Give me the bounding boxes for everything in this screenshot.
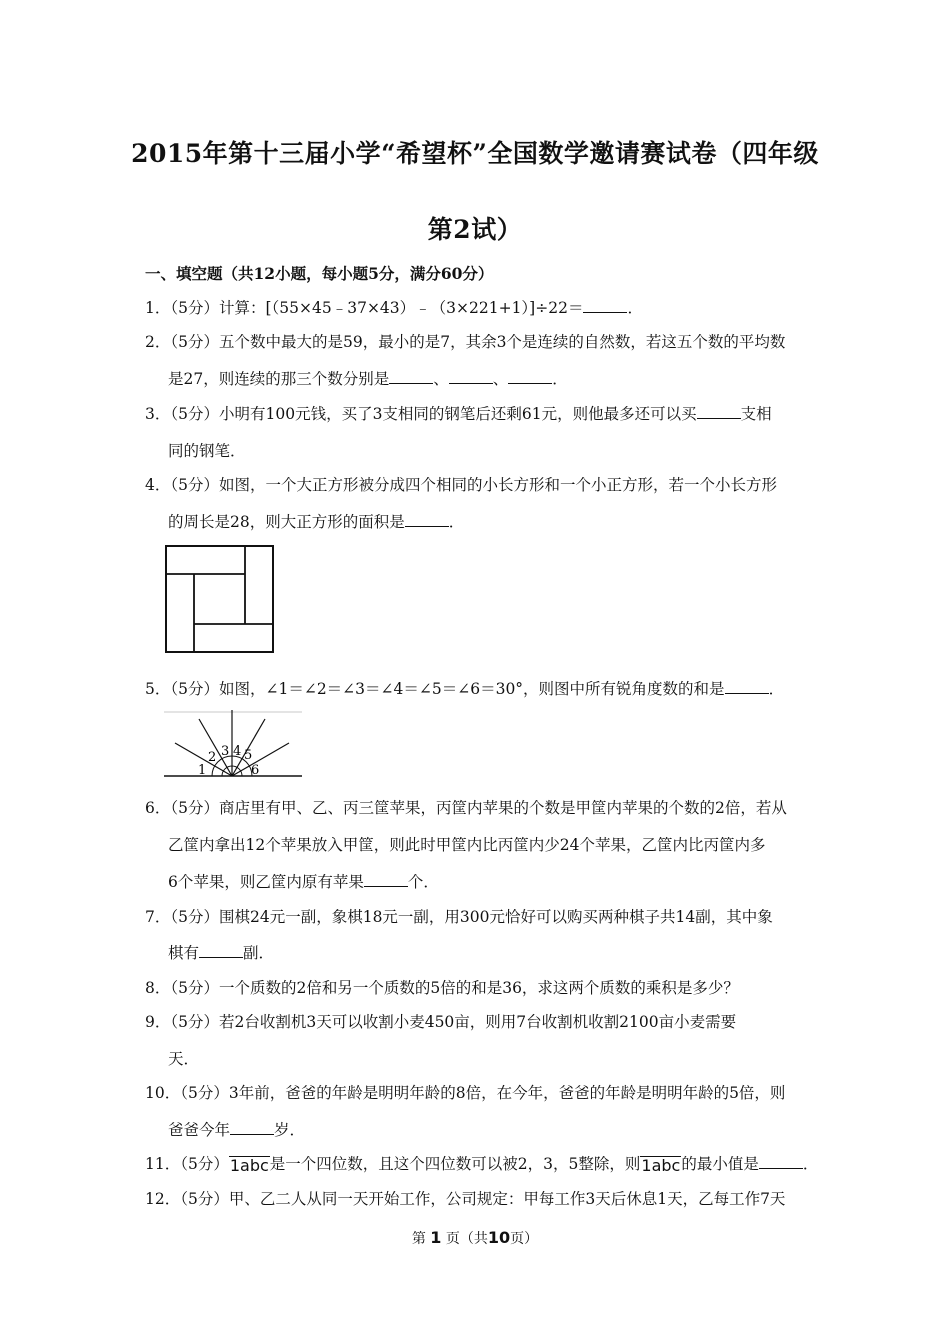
answer-blank: [759, 1153, 803, 1169]
angle-label-2: 2: [208, 750, 217, 765]
question-4-line2: 的周长是28，则大正方形的面积是 ．: [168, 513, 465, 531]
answer-blank: [449, 368, 493, 384]
answer-blank: [199, 942, 243, 958]
square-division-figure: [164, 544, 276, 654]
question-number: 8．: [145, 979, 171, 997]
question-12: 12．（5分）甲、乙二人从同一天开始工作，公司规定：甲每工作3天后休息1天，乙每工作7天: [145, 1190, 786, 1208]
angle-label-1: 1: [198, 763, 207, 778]
question-10-line2: 爸爸今年 岁．: [168, 1121, 306, 1139]
answer-blank: [583, 297, 627, 313]
total-page-count: 10: [487, 1228, 511, 1247]
question-7-line2: 棋有 副．: [168, 944, 275, 962]
current-page-number: 1: [430, 1228, 442, 1247]
question-number: 11．: [145, 1155, 181, 1173]
overlined-number: 1abc: [641, 1156, 681, 1175]
question-number: 12．: [145, 1190, 181, 1208]
angles-figure: [164, 710, 304, 780]
question-number: 1．: [145, 299, 171, 317]
question-10: 10．（5分）3年前，爸爸的年龄是明明年龄的8倍，在今年，爸爸的年龄是明明年龄的5倍，则: [145, 1084, 786, 1102]
answer-blank: [725, 678, 769, 694]
question-number: 3．: [145, 405, 171, 423]
answer-blank: [405, 511, 449, 527]
question-6-line2: 乙筐内拿出12个苹果放入甲筐，则此时甲筐内比丙筐内少24个苹果，乙筐内比丙筐内多: [168, 836, 766, 854]
question-7: 7．（5分）围棋24元一副，象棋18元一副，用300元恰好可以购买两种棋子共14副，其中象: [145, 908, 773, 926]
question-3-line2: 同的钢笔．: [168, 442, 246, 460]
overlined-number: 1abc: [229, 1156, 269, 1175]
question-number: 7．: [145, 908, 171, 926]
angle-label-4: 4: [233, 744, 242, 759]
answer-blank: [230, 1119, 274, 1135]
question-number: 10．: [145, 1084, 181, 1102]
answer-blank: [389, 368, 433, 384]
exam-title-line1: 2015年第十三届小学“希望杯”全国数学邀请赛试卷（四年级: [131, 139, 819, 168]
angle-label-5: 5: [244, 748, 253, 763]
question-1: 1．（5分）计算：[（55×45﹣37×43）﹣（3×221+1）]÷22＝ ．: [145, 299, 643, 317]
angle-label-6: 6: [251, 763, 260, 778]
question-3: 3．（5分）小明有100元钱，买了3支相同的钢笔后还剩61元，则他最多还可以买 支相: [145, 405, 772, 423]
question-9-line2: 天．: [168, 1050, 200, 1068]
answer-blank: [508, 368, 552, 384]
question-number: 5．: [145, 680, 171, 698]
question-2-line2: 是27，则连续的那三个数分别是 、 、 ．: [168, 370, 568, 388]
angle-label-3: 3: [221, 744, 230, 759]
question-2: 2．（5分）五个数中最大的是59，最小的是7，其余3个是连续的自然数，若这五个数的平均数: [145, 333, 786, 351]
question-5: 5．（5分）如图，∠1＝∠2＝∠3＝∠4＝∠5＝∠6＝30°，则图中所有锐角度数的和是 ．: [145, 680, 785, 698]
question-4: 4．（5分）如图，一个大正方形被分成四个相同的小长方形和一个小正方形，若一个小长方形: [145, 476, 777, 494]
question-number: 6．: [145, 799, 171, 817]
question-11: 11．（5分）1abc是一个四位数，且这个四位数可以被2，3，5整除，则1abc的最小值是 ．: [145, 1155, 819, 1175]
question-6-line3: 6个苹果，则乙筐内原有苹果 个．: [168, 873, 439, 891]
question-number: 9．: [145, 1013, 171, 1031]
page-footer: 第 1 页（共10页）: [411, 1228, 539, 1247]
answer-blank: [697, 403, 741, 419]
question-8: 8．（5分）一个质数的2倍和另一个质数的5倍的和是36，求这两个质数的乘积是多少？: [145, 979, 739, 997]
question-6: 6．（5分）商店里有甲、乙、丙三筐苹果，丙筐内苹果的个数是甲筐内苹果的个数的2倍，若从: [145, 799, 787, 817]
question-number: 4．: [145, 476, 171, 494]
answer-blank: [364, 871, 408, 887]
section-heading: 一、填空题（共12小题，每小题5分，满分60分）: [145, 264, 494, 283]
question-number: 2．: [145, 333, 171, 351]
exam-title-line2: 第2试）: [427, 215, 523, 244]
question-9: 9．（5分）若2台收割机3天可以收割小麦450亩，则用7台收割机收割2100亩小麦需要: [145, 1013, 737, 1031]
